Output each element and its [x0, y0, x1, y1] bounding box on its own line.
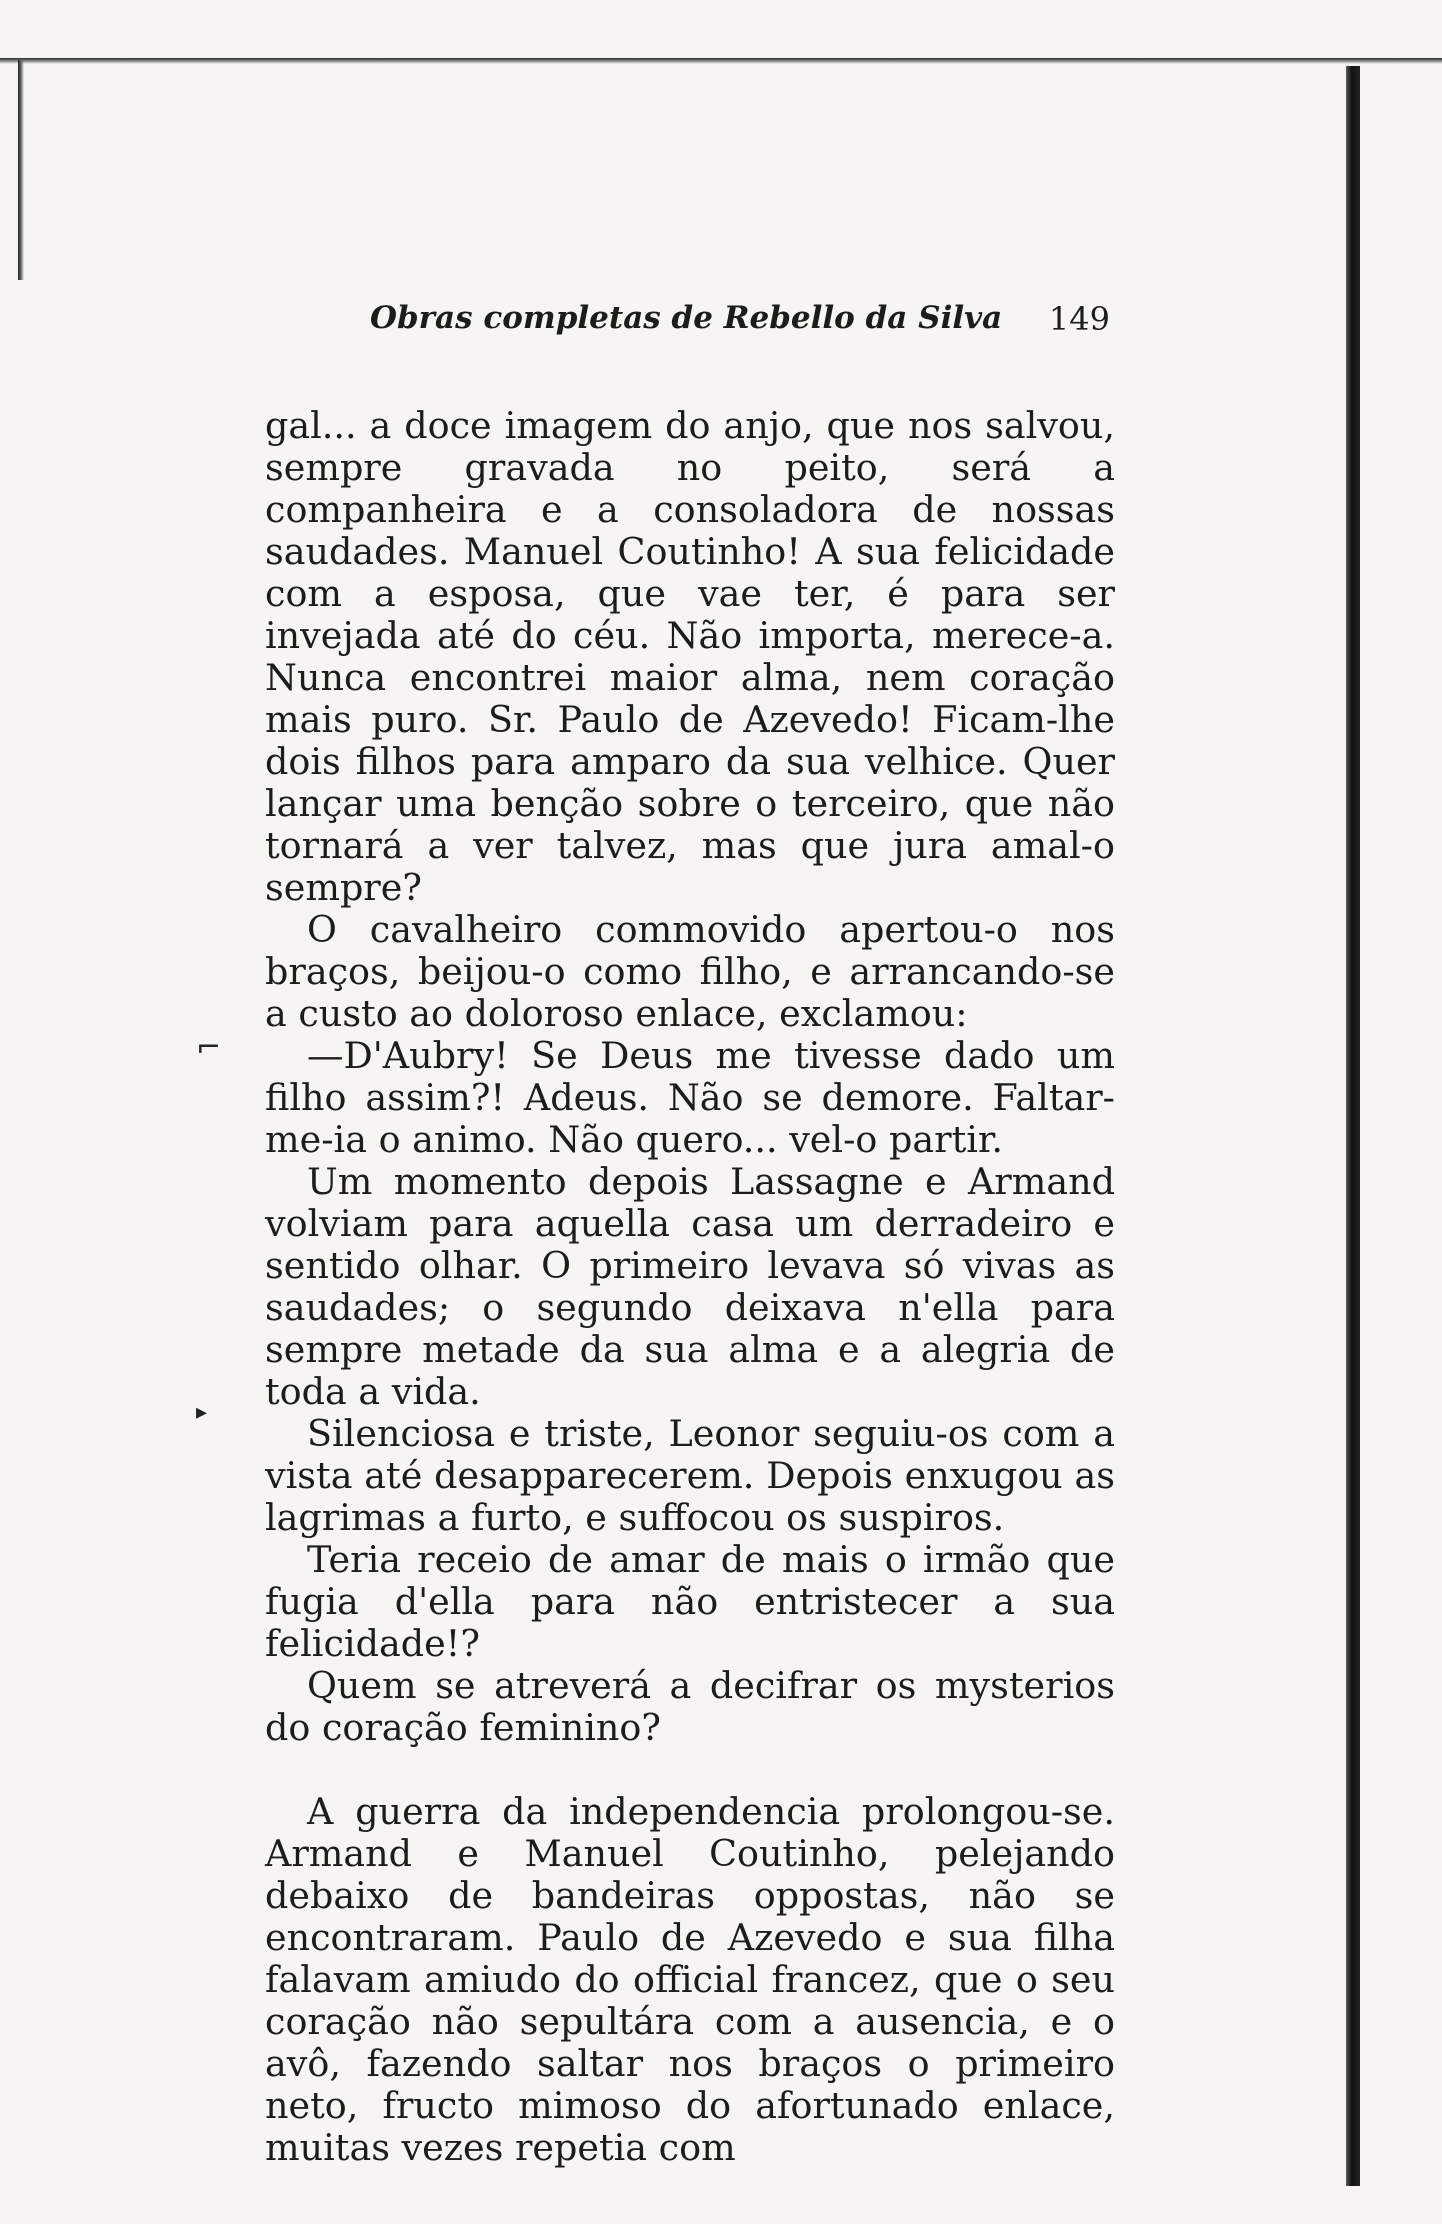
paragraph: —D'Aubry! Se Deus me tivesse dado um filho assim?! Adeus. Não se demore. Faltar-me-ia o animo. Não quero... vel-o partir.: [265, 1034, 1115, 1161]
running-title: Obras completas de Rebello da Silva: [370, 300, 1003, 336]
paragraph: Quem se atreverá a decifrar os mysterios do coração feminino?: [265, 1664, 1115, 1749]
paragraph: gal... a doce imagem do anjo, que nos salvou, sempre gravada no peito, será a companheira e a consoladora de nossas saudades. Manuel Coutinho! A sua felicidade com a esposa, que vae ter, é para ser invejada até do céu. Não importa, merece-a. Nunca encontrei maior alma, nem coração mais puro. Sr. Paulo de Azevedo! Ficam-lhe dois filhos para amparo da sua velhice. Quer lançar uma benção sobre o terceiro, que não tornará a ver talvez, mas que jura amal-o sempre?: [265, 404, 1115, 909]
page-header: [370, 300, 1110, 350]
margin-mark: ⌐: [196, 1030, 222, 1065]
page-number: 149: [1048, 300, 1110, 338]
body-text: [265, 405, 1115, 2169]
paragraph: Silenciosa e triste, Leonor seguiu-os com a vista até desapparecerem. Depois enxugou as lagrimas a furto, e suffocou os suspiros.: [265, 1412, 1115, 1539]
paragraph: Um momento depois Lassagne e Armand volviam para aquella casa um derradeiro e sentido olhar. O primeiro levava só vivas as saudades; o segundo deixava n'ella para sempre metade da sua alma e a alegria de toda a vida.: [265, 1160, 1115, 1413]
scan-edge-top: [0, 58, 1442, 64]
paragraph: O cavalheiro commovido apertou-o nos braços, beijou-o como filho, e arrancando-se a custo ao doloroso enlace, exclamou:: [265, 908, 1115, 1035]
paragraph: Teria receio de amar de mais o irmão que fugia d'ella para não entristecer a sua felicidade!?: [265, 1538, 1115, 1665]
scan-edge-right: [1346, 66, 1360, 2186]
paragraph: A guerra da independencia prolongou-se. Armand e Manuel Coutinho, pelejando debaixo de bandeiras oppostas, não se encontraram. Paulo de Azevedo e sua filha falavam amiudo do official francez, que o seu coração não sepultára com a ausencia, e o avô, fazendo saltar nos braços o primeiro neto, fructo mimoso do afortunado enlace, muitas vezes repetia com: [265, 1790, 1115, 2169]
scan-edge-left: [18, 60, 24, 280]
margin-mark: ▸: [196, 1400, 208, 1425]
